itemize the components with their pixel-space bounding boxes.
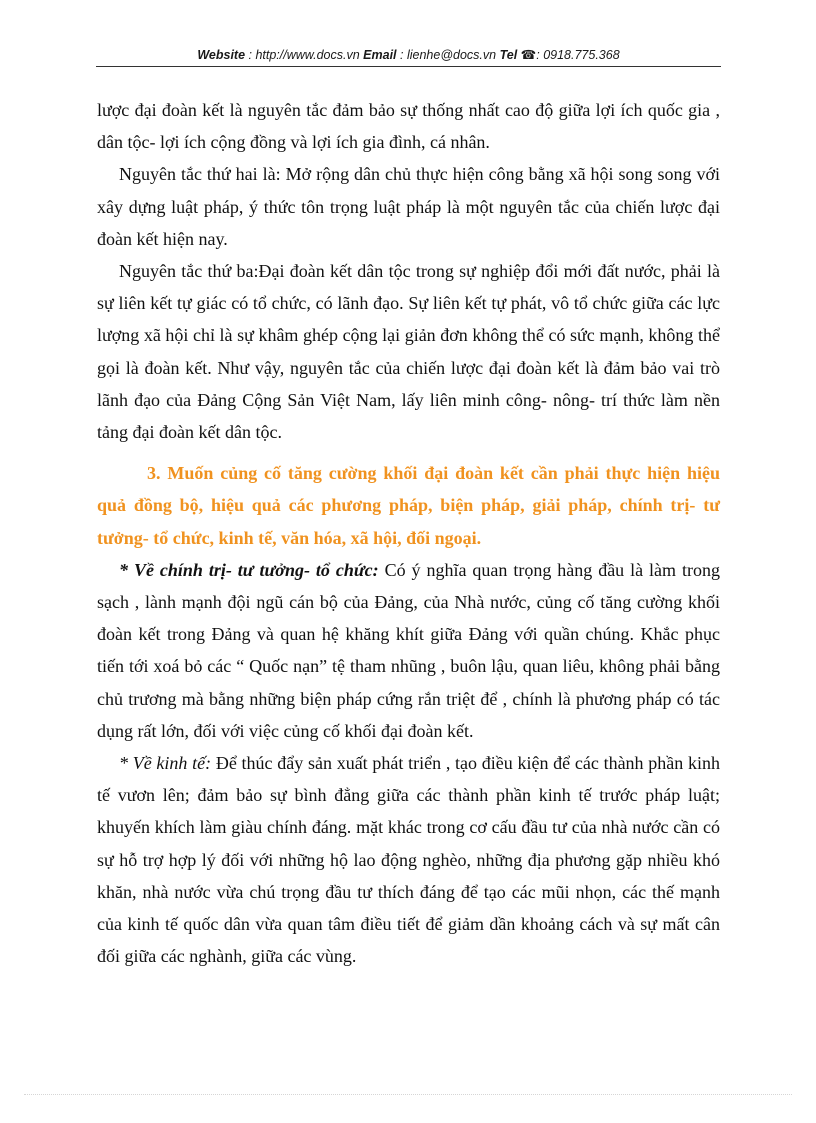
email-label: Email — [363, 48, 397, 62]
economy-label: * Về kinh tế: — [119, 753, 212, 774]
paragraph-1: lược đại đoàn kết là nguyên tắc đảm bảo sự thống nhất cao độ giữa lợi ích quốc gia , dân tộc- lợi ích cộng đồng và lợi ích gia đình, cá nhân. — [97, 100, 720, 153]
document-body — [97, 94, 720, 972]
footer-divider — [24, 1094, 792, 1095]
tel-label: Tel — [499, 48, 518, 62]
politics-label: * Về chính trị- tư tưởng- tổ chức: — [119, 559, 379, 580]
paragraph-economy — [97, 747, 720, 972]
paragraph-politics — [97, 554, 720, 747]
phone-icon: ☎ — [520, 48, 537, 62]
paragraph-3: Nguyên tắc thứ ba:Đại đoàn kết dân tộc trong sự nghiệp đổi mới đất nước, phải là sự liên kết tự giác có tổ chức, có lãnh đạo. Sự liên kết tự phát, vô tổ chức giữa các lực lượng xã hội chỉ là sự khâm ghép cộng lại giản đơn không thể có sức mạnh, không thể gọi là đoàn kết. Như vậy, nguyên tắc của chiến lược đại đoàn kết là đảm bảo vai trò lãnh đạo của Đảng Cộng Sản Việt Nam, lấy liên minh công- nông- trí thức làm nền tảng đại đoàn kết dân tộc. — [97, 261, 720, 443]
website-value: : http://www.docs.vn — [248, 48, 360, 62]
email-value: : lienhe@docs.vn — [400, 48, 497, 62]
header-divider — [96, 66, 721, 67]
section-heading: 3. Muốn củng cố tăng cường khối đại đoàn kết cần phải thực hiện hiệu quả đồng bộ, hiệu quả các phương pháp, biện pháp, giải pháp, chính trị- tư tưởng- tổ chức, kinh tế, văn hóa, xã hội, đối ngoại. — [97, 463, 720, 548]
tel-value: : 0918.775.368 — [536, 48, 620, 62]
paragraph-2: Nguyên tắc thứ hai là: Mở rộng dân chủ thực hiện công bằng xã hội song song với xây dựng luật pháp, ý thức tôn trọng luật pháp là một nguyên tắc của chiến lược đại đoàn kết hiện nay. — [97, 164, 720, 249]
economy-body: Để thúc đẩy sản xuất phát triển , tạo điều kiện để các thành phần kinh tế vươn lên; đảm bảo sự bình đẳng giữa các thành phần kinh tế trước pháp luật; khuyến khích làm giàu chính đáng. mặt khác trong cơ cấu đầu tư của nhà nước cần có sự hỗ trợ hợp lý đối với những hộ lao động nghèo, những địa phương gặp nhiều khó khăn, nhà nước vừa chú trọng đầu tư thích đáng để tạo các mũi nhọn, các thế mạnh của kinh tế quốc dân vừa quan tâm điều tiết để giảm dần khoảng cách và sự mất cân đối giữa các nghành, giữa các vùng. — [97, 753, 720, 967]
politics-body: Có ý nghĩa quan trọng hàng đầu là làm trong sạch , lành mạnh đội ngũ cán bộ của Đảng, của Nhà nước, củng cố tăng cường khối đoàn kết trong Đảng và quan hệ khăng khít giữa Đảng với quần chúng. Khắc phục tiến tới xoá bỏ các “ Quốc nạn” tệ tham nhũng , buôn lậu, quan liêu, không phải bằng chủ trương mà bằng những biện pháp cứng rắn triệt để , chính là phương pháp có tác dụng rất lớn, đối với việc củng cố khối đại đoàn kết. — [97, 559, 720, 741]
website-label: Website — [197, 48, 246, 62]
page-header — [96, 47, 721, 62]
